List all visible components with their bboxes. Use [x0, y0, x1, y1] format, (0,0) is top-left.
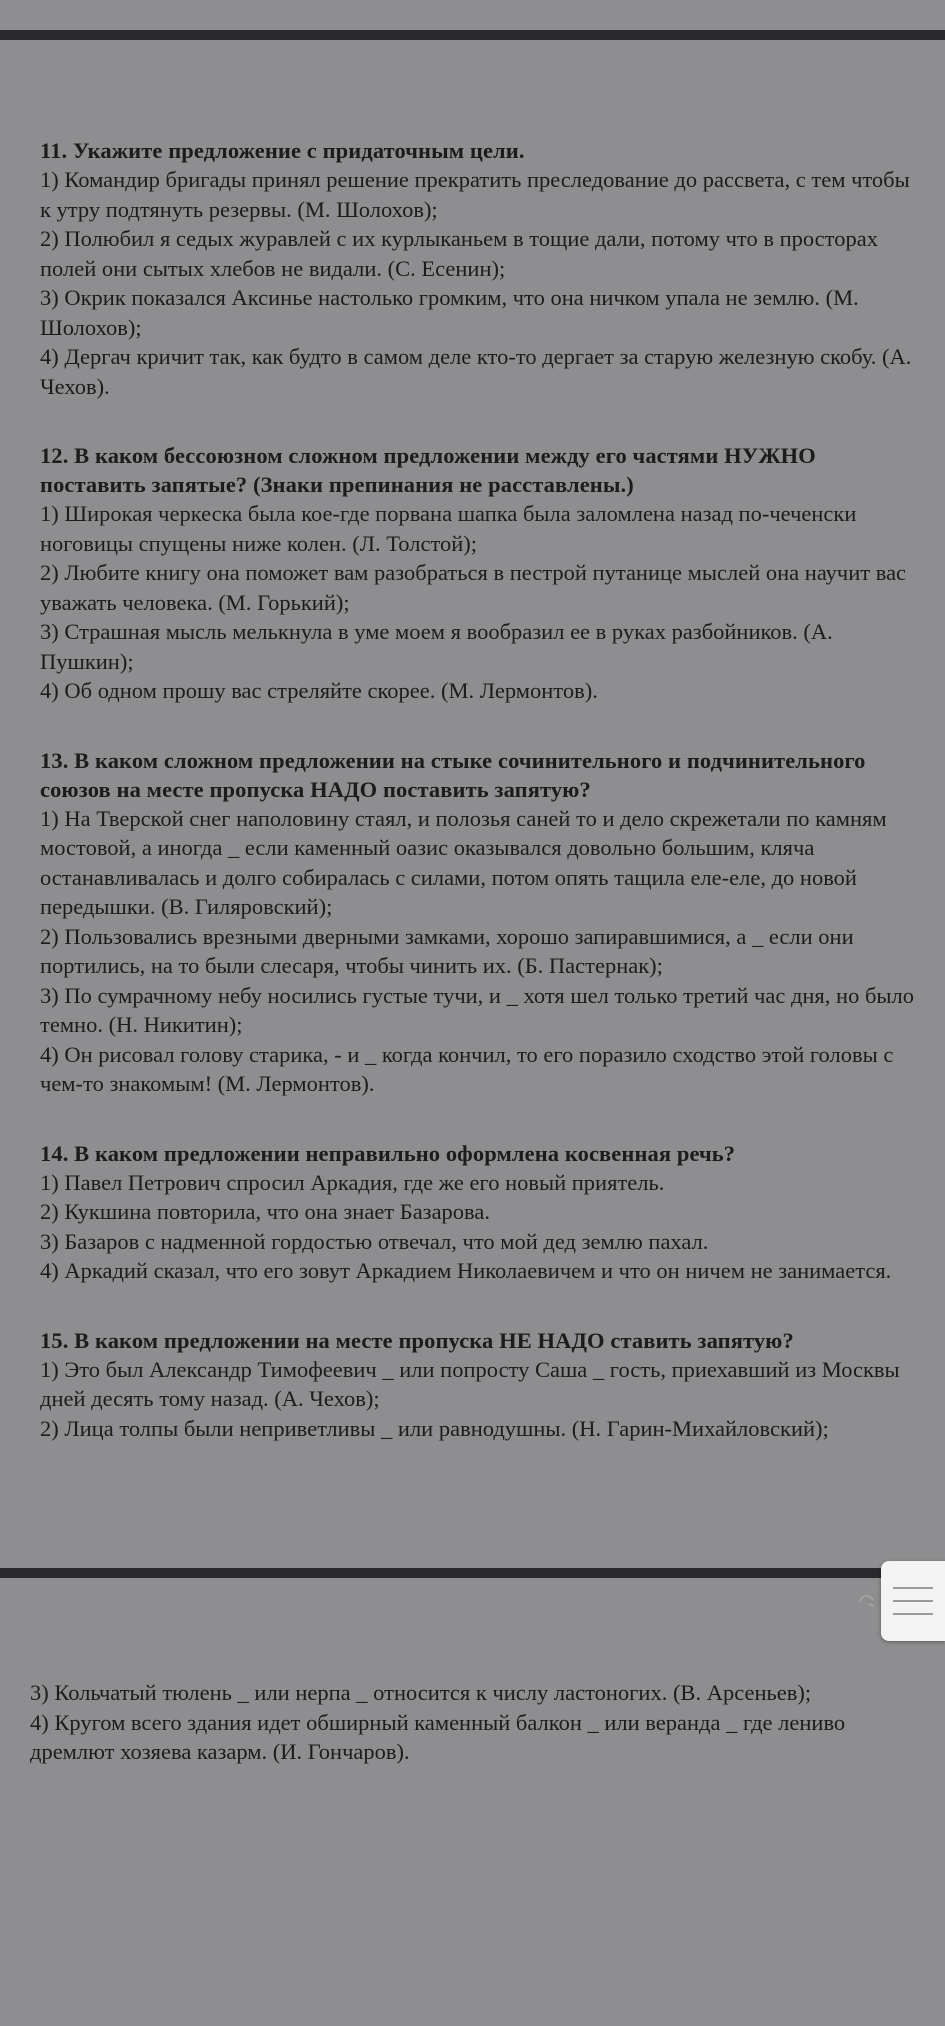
document-page-2: [0, 1578, 945, 2026]
hamburger-menu-icon[interactable]: [881, 1561, 945, 1641]
answer-option: 3) Базаров с надменной гордостью отвечал, что мой дед землю пахал.: [40, 1228, 709, 1254]
answer-option: 4) Об одном прошу вас стреляйте скорее. (М. Лермонтов).: [40, 678, 598, 703]
answer-option: 2) Лица толпы были неприветливы _ или равнодушны. (Н. Гарин-Михайловский);: [40, 1415, 829, 1441]
answer-option: 2) Любите книгу она поможет вам разобраться в пестрой путанице мыслей она научит вас уважать человека. (М. Горький);: [40, 560, 907, 615]
menu-line: [893, 1613, 933, 1615]
page-divider: [0, 1568, 945, 1578]
question-title: 14. В каком предложении неправильно оформлена косвенная речь?: [40, 1140, 736, 1166]
answer-option: 1) Широкая черкеска была кое-где порвана шапка была заломлена назад по-чеченски ноговицы спущены ниже колен. (Л. Толстой);: [40, 501, 857, 556]
answer-option: 3) Кольчатый тюлень _ или нерпа _ относится к числу ластоногих. (В. Арсеньев);: [30, 1680, 812, 1705]
answer-option: 1) Это был Александр Тимофеевич _ или попросту Саша _ гость, приехавший из Москвы дней десять тому назад. (А. Чехов);: [40, 1356, 900, 1411]
question-15: [40, 1326, 921, 1444]
answer-option: 4) Аркадий сказал, что его зовут Аркадием Николаевичем и что он ничем не занимается.: [40, 1258, 892, 1283]
menu-line: [893, 1587, 933, 1589]
answer-option: 3) Окрик показался Аксинье настолько громким, что она ничком упала не землю. (М. Шолохов);: [40, 285, 859, 340]
question-title: 12. В каком бессоюзном сложном предложении между его частями НУЖНО поставить запятые? (Знаки препинания не расставлены.): [40, 443, 816, 497]
question-title: 11. Укажите предложение с придаточным цели.: [40, 138, 525, 163]
answer-option: 4) Он рисовал голову старика, - и _ когда кончил, то его поразило сходство этой головы с чем-то знакомым! (М. Лермонтов).: [40, 1041, 894, 1096]
page-curl-icon: [857, 1590, 877, 1610]
answer-option: 1) Павел Петрович спросил Аркадия, где же его новый приятель.: [40, 1169, 665, 1195]
question-13: [40, 746, 921, 1099]
answer-option: 2) Кукшина повторила, что она знает Базарова.: [40, 1199, 490, 1224]
question-title: 13. В каком сложном предложении на стыке сочинительного и подчинительного союзов на месте пропуска НАДО поставить запятую?: [40, 747, 866, 802]
answer-option: 3) По сумрачному небу носились густые тучи, и _ хотя шел только третий час дня, но было темно. (Н. Никитин);: [40, 982, 914, 1037]
question-14: [40, 1139, 921, 1286]
document-page-1: [0, 40, 945, 1568]
question-title: 15. В каком предложении на месте пропуска НЕ НАДО ставить запятую?: [40, 1327, 794, 1353]
answer-option: 1) На Тверской снег наполовину стаял, и полозья саней то и дело скрежетали по камням мостовой, а иногда _ если каменный оазис оказывался довольно большим, кляча останавливалась и долго собиралась с силами, потом опять тащила еле-еле, до новой передышки. (В. Гиляровский);: [40, 805, 887, 919]
answer-option: 2) Пользовались врезными дверными замками, хорошо запиравшимися, а _ если они портились, на то были слесаря, чтобы чинить их. (Б. Пастернак);: [40, 923, 854, 978]
question-12: [40, 441, 921, 706]
answer-option: 2) Полюбил я седых журавлей с их курлыканьем в тощие дали, потому что в просторах полей они сытых хлебов не видали. (С. Есенин);: [40, 226, 878, 281]
answer-option: 1) Командир бригады принял решение прекратить преследование до рассвета, с тем чтобы к утру подтянуть резервы. (М. Шолохов);: [40, 167, 910, 222]
menu-line: [893, 1600, 933, 1602]
top-page-border: [0, 30, 945, 40]
question-11: [40, 136, 921, 401]
answer-option: 4) Дергач кричит так, как будто в самом деле кто-то дергает за старую железную скобу. (А. Чехов).: [40, 344, 912, 399]
answer-option: 4) Кругом всего здания идет обширный каменный балкон _ или веранда _ где лениво дремлют хозяева казарм. (И. Гончаров).: [30, 1709, 846, 1764]
answer-option: 3) Страшная мысль мелькнула в уме моем я вообразил ее в руках разбойников. (А. Пушкин);: [40, 619, 833, 674]
